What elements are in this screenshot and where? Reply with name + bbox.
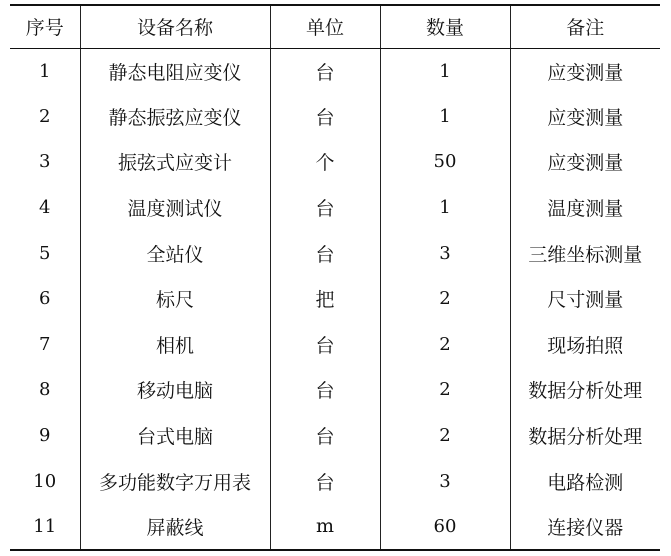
table-row <box>10 276 660 322</box>
cell-index: 5 <box>39 242 51 264</box>
cell-remarks: 应变测量 <box>510 139 660 185</box>
cell-remarks: 电路检测 <box>510 458 660 504</box>
table-row <box>10 185 660 231</box>
table-row <box>10 367 660 413</box>
cell-quantity: 2 <box>380 322 510 368</box>
header-index: 序号 <box>10 5 80 48</box>
table-header <box>10 5 660 48</box>
cell-index: 4 <box>39 197 51 219</box>
cell-quantity: 2 <box>380 367 510 413</box>
cell-unit: 台 <box>270 230 380 276</box>
cell-index: 11 <box>10 504 80 550</box>
cell-index: 6 <box>39 288 51 310</box>
cell-device-name: 静态电阻应变仪 <box>80 48 270 94</box>
cell-device-name: 移动电脑 <box>80 367 270 413</box>
cell-quantity: 60 <box>380 504 510 550</box>
cell-device-name: 全站仪 <box>80 230 270 276</box>
cell-index: 8 <box>39 379 51 401</box>
cell-quantity: 2 <box>380 276 510 322</box>
cell-device-name: 屏蔽线 <box>80 504 270 550</box>
cell-index: 7 <box>39 333 51 355</box>
table-row <box>10 139 660 185</box>
table-row <box>10 322 660 368</box>
cell-remarks: 现场拍照 <box>510 322 660 368</box>
cell-unit: 台 <box>270 94 380 140</box>
cell-device-name: 温度测试仪 <box>80 185 270 231</box>
header-quantity: 数量 <box>380 5 510 48</box>
cell-unit: 个 <box>270 139 380 185</box>
cell-remarks: 数据分析处理 <box>510 367 660 413</box>
equipment-table-container <box>10 4 660 551</box>
cell-index: 3 <box>39 151 51 173</box>
cell-device-name: 标尺 <box>80 276 270 322</box>
table-row <box>10 458 660 504</box>
cell-index: 1 <box>39 60 51 82</box>
cell-device-name: 振弦式应变计 <box>80 139 270 185</box>
cell-index: 10 <box>33 470 57 492</box>
table-row <box>10 230 660 276</box>
cell-unit: 台 <box>270 185 380 231</box>
cell-device-name: 相机 <box>80 322 270 368</box>
table-row <box>10 48 660 94</box>
cell-device-name: 多功能数字万用表 <box>80 458 270 504</box>
cell-unit: 台 <box>270 458 380 504</box>
cell-unit: 台 <box>270 367 380 413</box>
cell-quantity: 1 <box>380 94 510 140</box>
cell-quantity: 2 <box>380 413 510 459</box>
cell-unit: 台 <box>270 322 380 368</box>
cell-remarks: 应变测量 <box>510 94 660 140</box>
cell-remarks: 连接仪器 <box>510 504 660 550</box>
cell-remarks: 数据分析处理 <box>510 413 660 459</box>
cell-index: 9 <box>39 425 51 447</box>
cell-unit: 台 <box>270 413 380 459</box>
cell-remarks: 三维坐标测量 <box>510 230 660 276</box>
table-row <box>10 94 660 140</box>
header-device-name: 设备名称 <box>80 5 270 48</box>
cell-quantity: 50 <box>380 139 510 185</box>
cell-index: 2 <box>39 105 51 127</box>
header-row <box>10 5 660 48</box>
cell-remarks: 应变测量 <box>510 48 660 94</box>
equipment-table <box>10 4 660 551</box>
cell-remarks: 尺寸测量 <box>510 276 660 322</box>
cell-quantity: 1 <box>380 48 510 94</box>
cell-device-name: 静态振弦应变仪 <box>80 94 270 140</box>
cell-device-name: 台式电脑 <box>80 413 270 459</box>
cell-quantity: 3 <box>380 458 510 504</box>
cell-quantity: 3 <box>380 230 510 276</box>
cell-unit: m <box>270 504 380 550</box>
header-remarks: 备注 <box>510 5 660 48</box>
header-unit: 单位 <box>270 5 380 48</box>
table-row <box>10 504 660 550</box>
table-body <box>10 48 660 550</box>
cell-unit: 台 <box>270 48 380 94</box>
cell-remarks: 温度测量 <box>510 185 660 231</box>
cell-unit: 把 <box>270 276 380 322</box>
cell-quantity: 1 <box>380 185 510 231</box>
table-row <box>10 413 660 459</box>
